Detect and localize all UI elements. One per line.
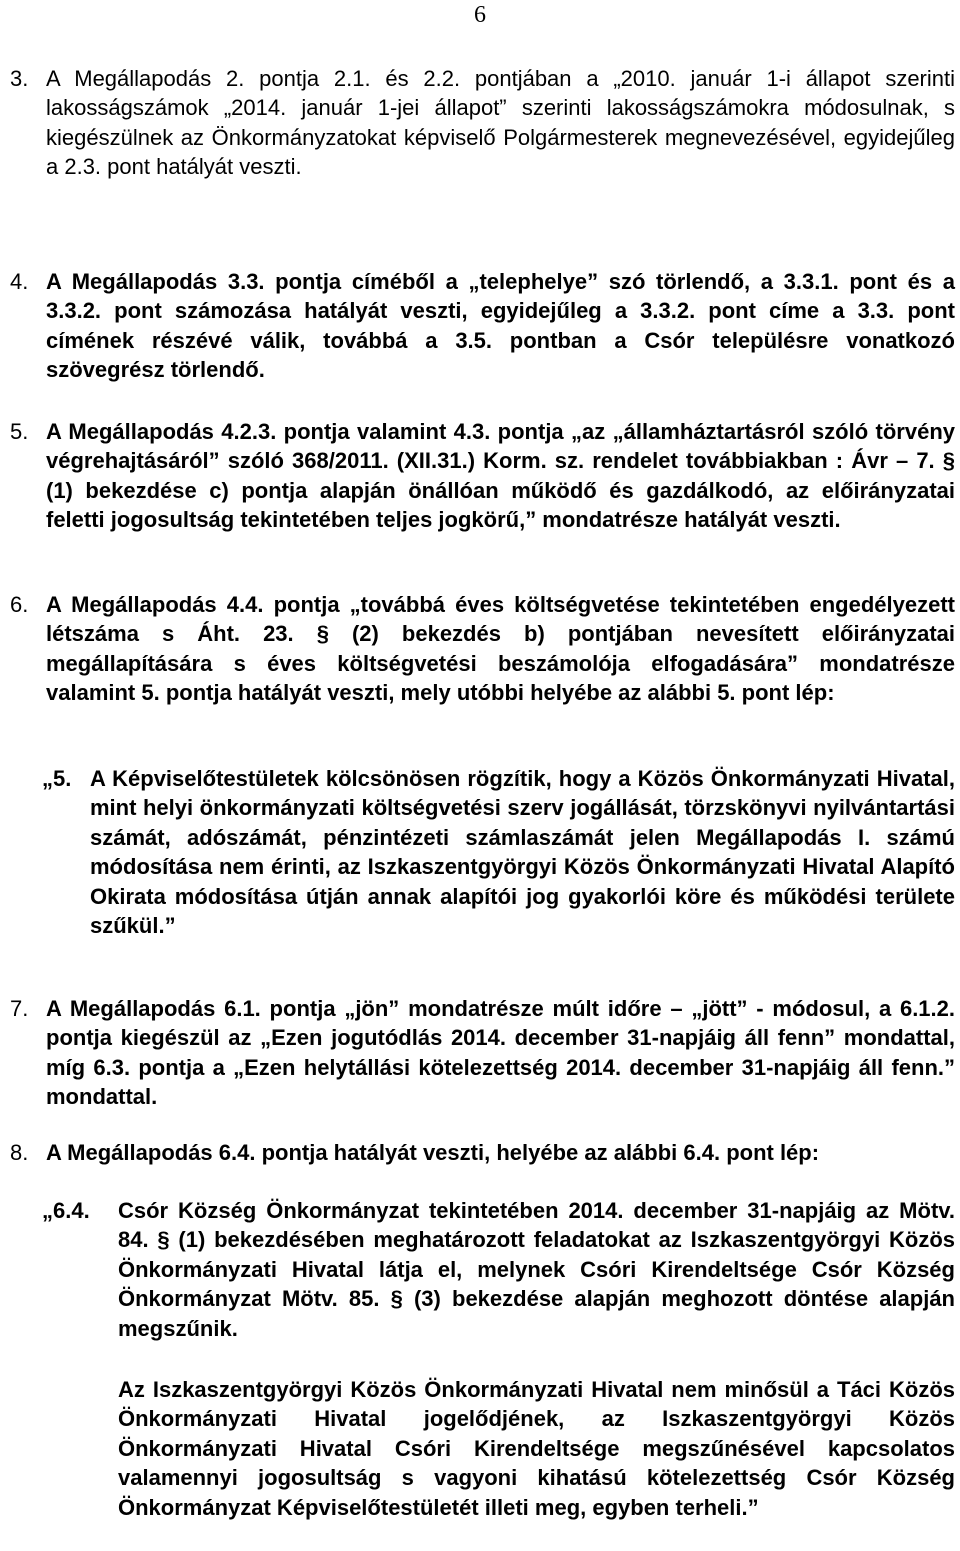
page-number: 6 bbox=[474, 2, 486, 28]
item-number: 8. bbox=[10, 1140, 29, 1165]
item-number: 5. bbox=[10, 419, 29, 444]
item-text: A Megállapodás 4.2.3. pontja valamint 4.3. pontja „az „államháztartásról szóló törvény végrehajtásáról” szóló 368/2011. (XII.31.) Korm. sz. rendelet továbbiakban : Ávr – 7. § (1) bekezdése c) pontja alapján önállóan működő és gazdálkodó, az előirányzatai feletti jogosultság tekintetében teljes jogkörű,” mondatrésze hatályát veszti. bbox=[46, 419, 955, 533]
quote-paragraph: Az Iszkaszentgyörgyi Közös Önkormányzati Hivatal nem minősül a Táci Közös Önkormányzati Hivatal jogelődjének, az Iszkaszentgyörgyi Közös Önkormányzati Hivatal Csóri Kirendeltsége megszűnésével kapcsolatos valamennyi jogosultság s vagyoni kihatású kötelezettség Csór Község Önkormányzat Képviselőtestületét illeti meg, egyben terheli.” bbox=[118, 1377, 955, 1520]
list-item-3 bbox=[10, 64, 955, 182]
list-item-7 bbox=[10, 994, 955, 1112]
item-text: A Megállapodás 4.4. pontja „továbbá éves költségvetése tekintetében engedélyezett létszáma s Áht. 23. § (2) bekezdés b) pontjában nevesített előirányzatai megállapítására s éves költségvetési beszámolója elfogadására” mondatrésze valamint 5. pontja hatályát veszti, mely utóbbi helyébe az alábbi 5. pont lép: bbox=[46, 592, 955, 706]
quote-number: „5. bbox=[42, 766, 72, 791]
item-text: A Megállapodás 6.4. pontja hatályát veszti, helyébe az alábbi 6.4. pont lép: bbox=[46, 1140, 820, 1165]
item-number: 3. bbox=[10, 66, 29, 91]
item-text: A Megállapodás 6.1. pontja „jön” mondatrésze múlt időre – „jött” - módosul, a 6.1.2. pontja kiegészül az „Ezen jogutódlás 2014. december 31-napjáig áll fenn” mondattal, míg 6.3. pontja a „Ezen helytállási kötelezettség 2014. december 31-napjáig áll fenn.” mondattal. bbox=[46, 996, 955, 1110]
quote-text: A Képviselőtestületek kölcsönösen rögzítik, hogy a Közös Önkormányzati Hivatal, mint helyi önkormányzati költségvetési szerv jogállását, törzskönyvi nyilvántartási számát, adószámát, pénzintézeti számlaszámát jelen Megállapodás I. számú módosítása nem érinti, az Iszkaszentgyörgyi Közös Önkormányzati Hivatal Alapító Okirata módosítása útján annak alapítói jog gyakorlói köre és működési területe szűkül.” bbox=[90, 766, 955, 939]
list-item-4 bbox=[10, 267, 955, 385]
list-item-8 bbox=[10, 1138, 955, 1167]
item-text: A Megállapodás 2. pontja 2.1. és 2.2. pontjában a „2010. január 1-i állapot szerinti lakosságszámok „2014. január 1-jei állapot” szerinti lakosságszámokra módosulnak, s kiegészülnek az Önkormányzatokat képviselő Polgármesterek megnevezésével, egyidejűleg a 2.3. pont hatályát veszti. bbox=[46, 66, 955, 180]
item-number: 7. bbox=[10, 996, 29, 1021]
list-item-6 bbox=[10, 590, 955, 708]
quote-text: Csór Község Önkormányzat tekintetében 2014. december 31-napjáig az Mötv. 84. § (1) bekezdésében meghatározott feladatokat az Iszkaszentgyörgyi Közös Önkormányzati Hivatal látja el, melynek Csóri Kirendeltsége Csór Község Önkormányzat Mötv. 85. § (3) bekezdése alapján meghozott döntése alapján megszűnik. bbox=[118, 1198, 955, 1341]
quote-number: „6.4. bbox=[42, 1198, 90, 1223]
item-text: A Megállapodás 3.3. pontja címéből a „telephelye” szó törlendő, a 3.3.1. pont és a 3.3.2. pont számozása hatályát veszti, egyidejűleg a 3.3.2. pont címe a 3.3. pont címének részévé válik, továbbá a 3.5. pontban a Csór településre vonatkozó szövegrész törlendő. bbox=[46, 269, 955, 383]
item-number: 4. bbox=[10, 269, 29, 294]
quoted-point-6-4 bbox=[42, 1196, 955, 1343]
quoted-point-5 bbox=[42, 764, 955, 940]
list-item-5 bbox=[10, 417, 955, 535]
item-number: 6. bbox=[10, 592, 29, 617]
